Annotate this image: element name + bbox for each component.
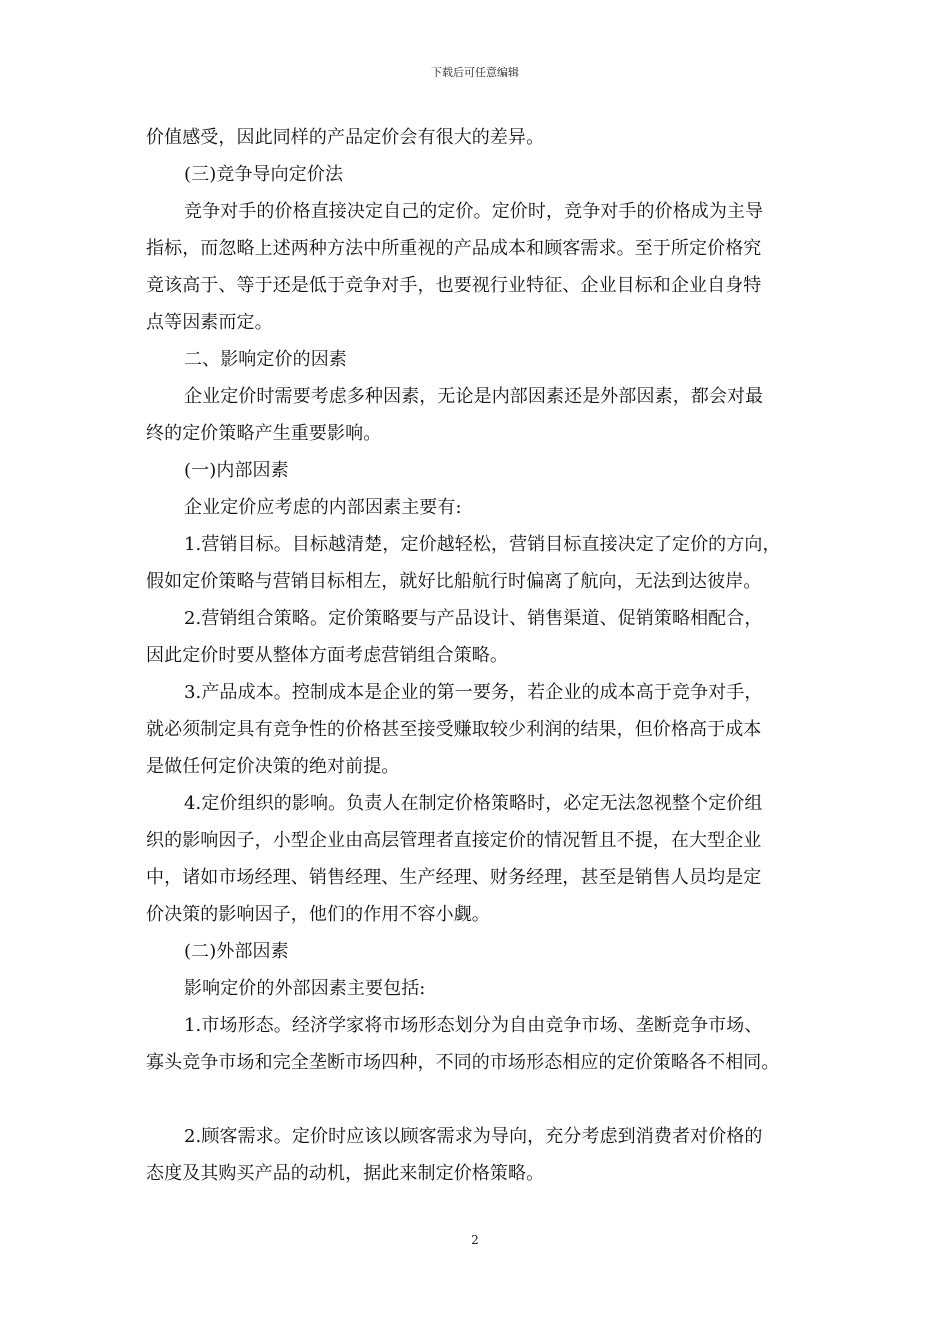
- list-item-line: 1.营销目标。目标越清楚，定价越轻松，营销目标直接决定了定价的方向，: [184, 534, 781, 555]
- list-item-line: 因此定价时要从整体方面考虑营销组合策略。: [146, 645, 508, 666]
- page-header: 下载后可任意编辑: [431, 66, 519, 79]
- page-number: 2: [471, 1233, 479, 1247]
- list-item-line: 态度及其购买产品的动机，据此来制定价格策略。: [146, 1163, 545, 1184]
- list-item-line: 4.定价组织的影响。负责人在制定价格策略时，必定无法忽视整个定价组: [184, 793, 763, 814]
- section-heading: 二、影响定价的因素: [184, 349, 347, 370]
- paragraph-line: 竞争对手的价格直接决定自己的定价。定价时，竞争对手的价格成为主导: [184, 201, 764, 222]
- document-body: [146, 119, 816, 1192]
- list-item-line: 假如定价策略与营销目标相左，就好比船航行时偏离了航向，无法到达彼岸。: [146, 571, 762, 592]
- list-item-line: 寡头竞争市场和完全垄断市场四种，不同的市场形态相应的定价策略各不相同。: [146, 1052, 780, 1073]
- section-heading: (三)竞争导向定价法: [184, 164, 344, 185]
- paragraph-line: 企业定价应考虑的内部因素主要有:: [184, 497, 462, 518]
- list-item-line: 2.顾客需求。定价时应该以顾客需求为导向，充分考虑到消费者对价格的: [184, 1126, 763, 1147]
- blank-line: [146, 1081, 816, 1118]
- paragraph-line: 竟该高于、等于还是低于竞争对手，也要视行业特征、企业目标和企业自身特: [146, 275, 762, 296]
- list-item-line: 是做任何定价决策的绝对前提。: [146, 756, 400, 777]
- list-item-line: 中，诸如市场经理、销售经理、生产经理、财务经理，甚至是销售人员均是定: [146, 867, 762, 888]
- paragraph-line: 指标，而忽略上述两种方法中所重视的产品成本和顾客需求。至于所定价格究: [146, 238, 762, 259]
- paragraph-line: 点等因素而定。: [146, 312, 273, 333]
- list-item-line: 就必须制定具有竞争性的价格甚至接受赚取较少利润的结果，但价格高于成本: [146, 719, 762, 740]
- section-heading: (一)内部因素: [184, 460, 289, 481]
- paragraph-line: 影响定价的外部因素主要包括:: [184, 978, 426, 999]
- paragraph-line: 终的定价策略产生重要影响。: [146, 423, 382, 444]
- list-item-line: 2.营销组合策略。定价策略要与产品设计、销售渠道、促销策略相配合，: [184, 608, 763, 629]
- paragraph-line: 企业定价时需要考虑多种因素，无论是内部因素还是外部因素，都会对最: [184, 386, 764, 407]
- list-item-line: 织的影响因子，小型企业由高层管理者直接定价的情况暂且不提，在大型企业: [146, 830, 762, 851]
- section-heading: (二)外部因素: [184, 941, 289, 962]
- list-item-line: 价决策的影响因子，他们的作用不容小觑。: [146, 904, 490, 925]
- list-item-line: 3.产品成本。控制成本是企业的第一要务，若企业的成本高于竞争对手，: [184, 682, 763, 703]
- paragraph-line: 价值感受，因此同样的产品定价会有很大的差异。: [146, 127, 545, 148]
- list-item-line: 1.市场形态。经济学家将市场形态划分为自由竞争市场、垄断竞争市场、: [184, 1015, 763, 1036]
